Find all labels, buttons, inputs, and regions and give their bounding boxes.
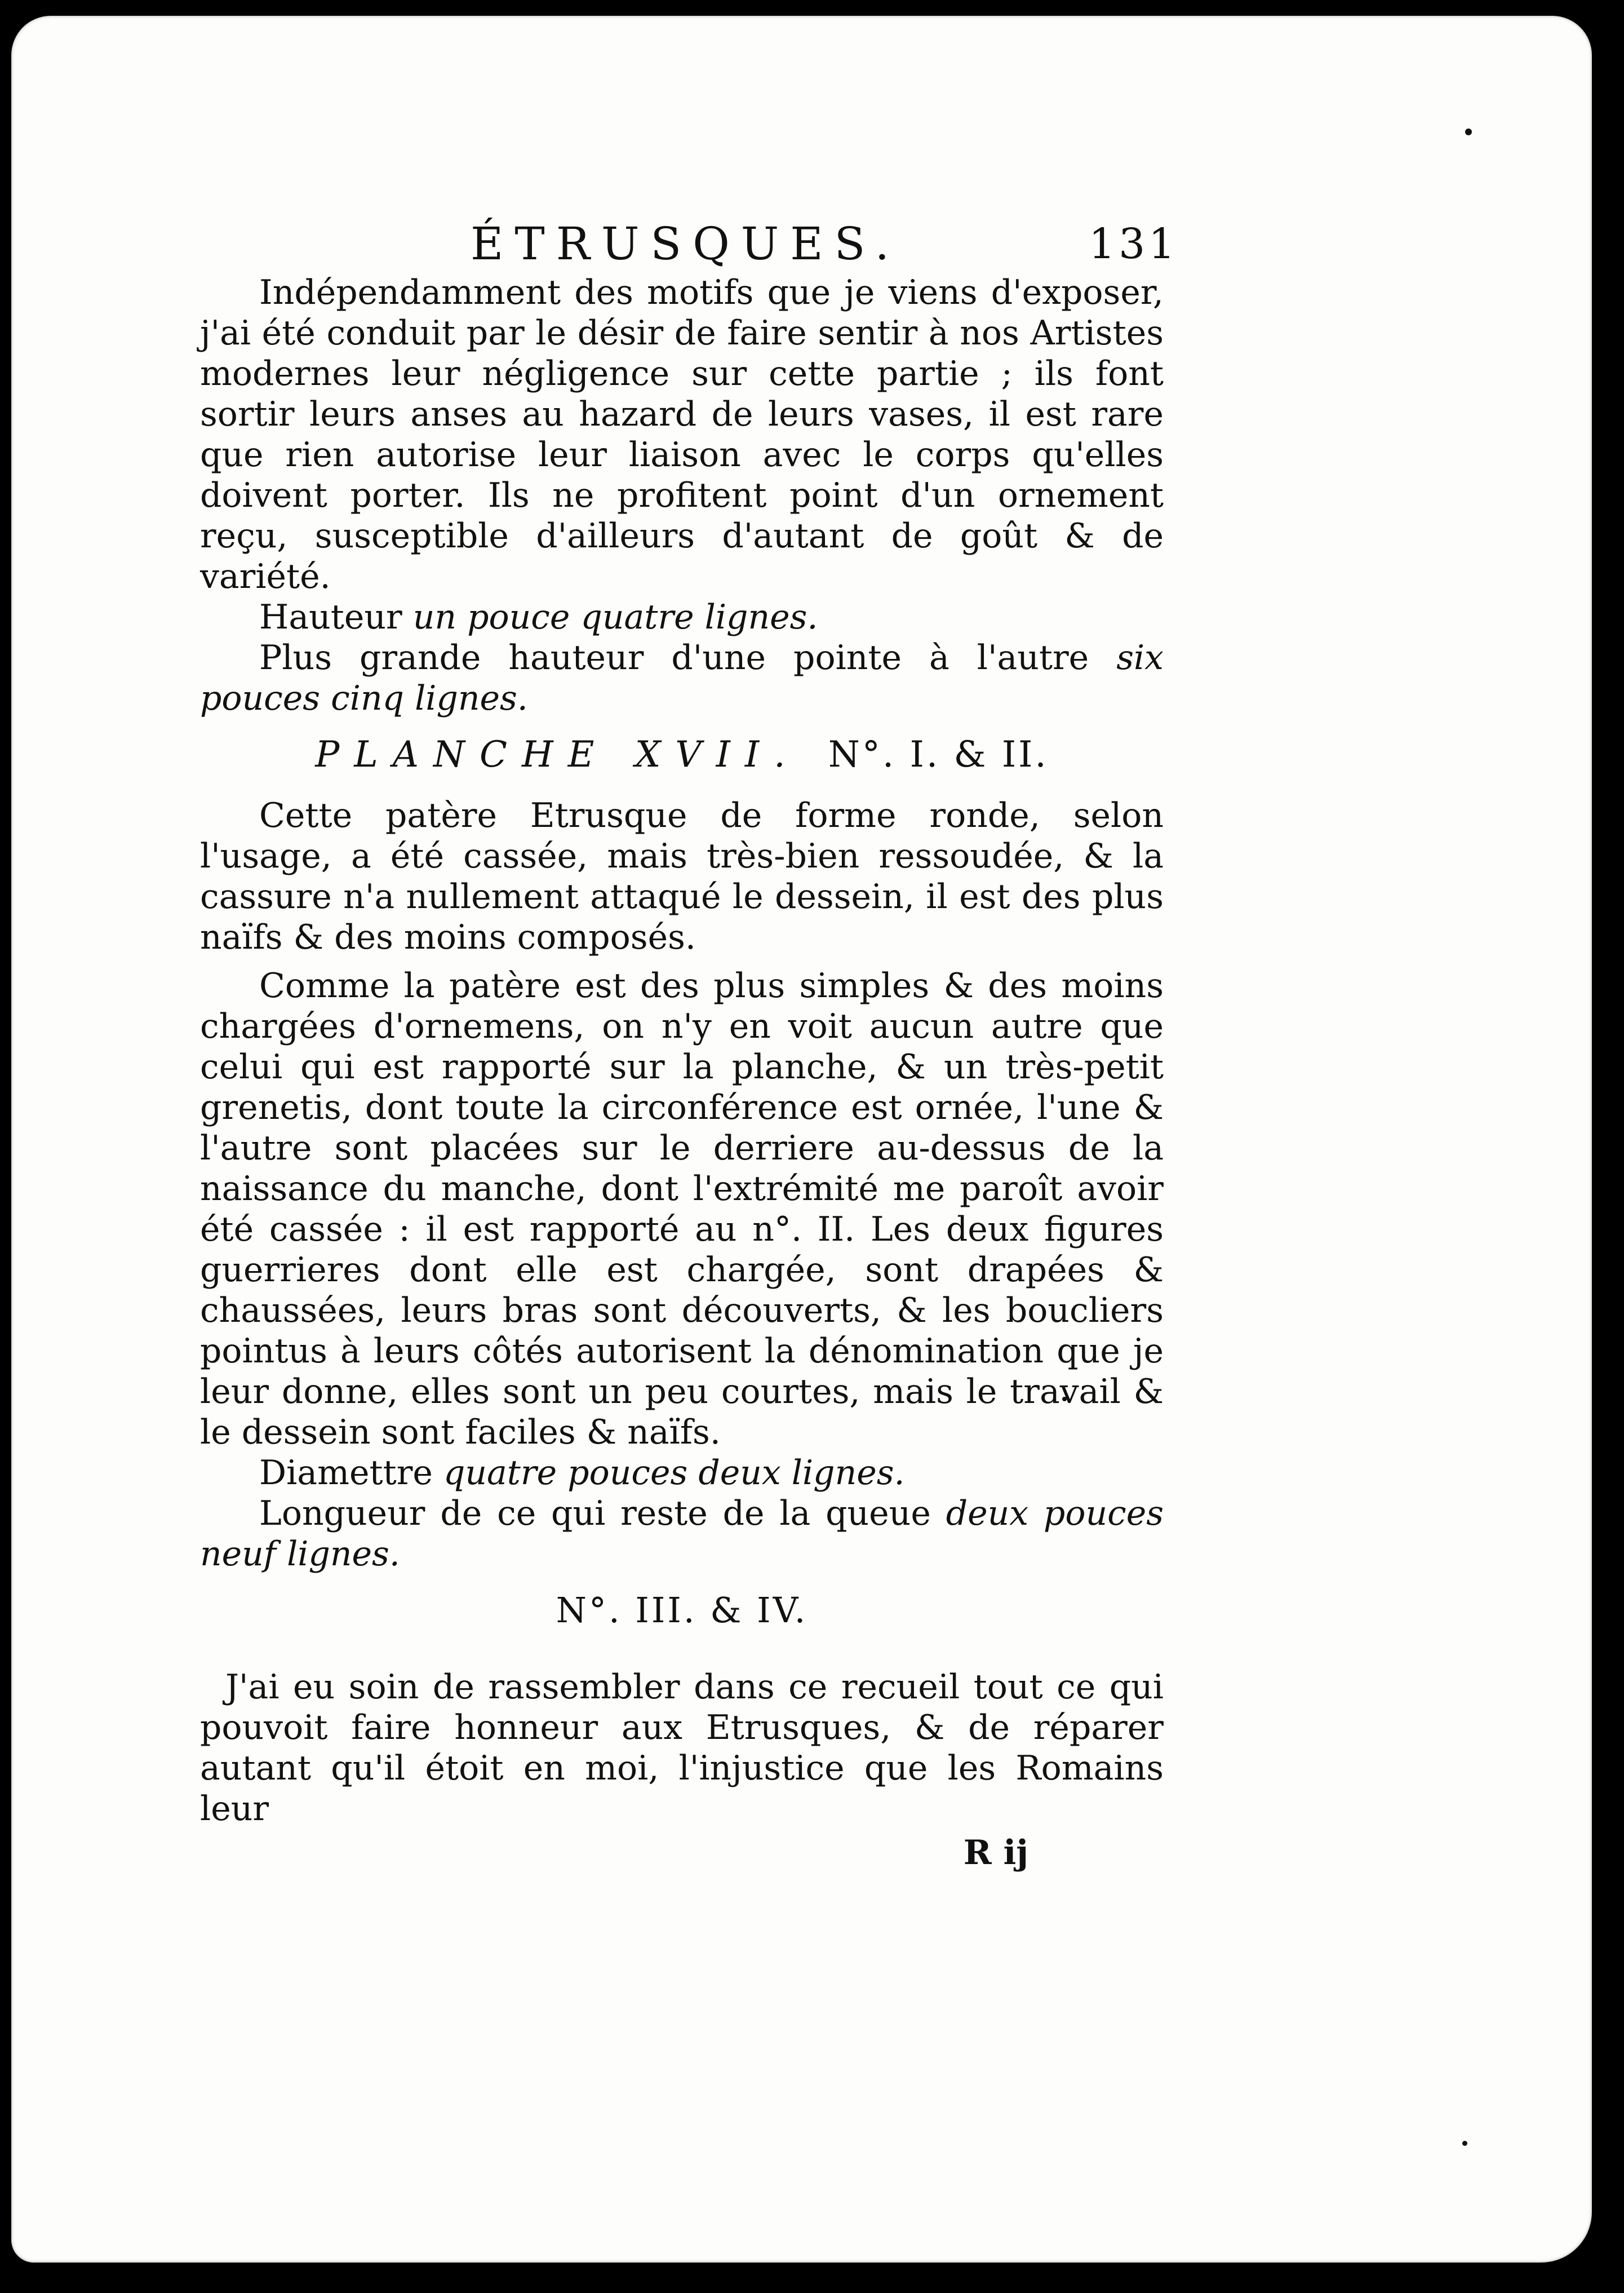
- measurement-line: [200, 597, 1164, 638]
- paragraph: J'ai eu soin de rassembler dans ce recueil tout ce qui pouvoit faire honneur aux Etrusques, & de réparer autant qu'il étoit en moi, l'injustice que les Romains leur: [200, 1667, 1164, 1829]
- page-number: 131: [1089, 220, 1179, 268]
- page-header: [11, 216, 1592, 272]
- ink-speck: [1465, 129, 1472, 135]
- paragraph: Comme la patère est des plus simples & des moins chargées d'ornemens, on n'y en voit aucun autre que celui qui est rapporté sur la planche, & un très-petit grenetis, dont toute la circonférence est ornée, l'une & l'autre sont placées sur le derriere au-dessus de la naissance du manche, dont l'extrémité me paroît avoir été cassée : il est rapporté au n°. II. Les deux figures guerrieres dont elle est chargée, sont drapées & chaussées, leurs bras sont découverts, & les boucliers pointus à leurs côtés autorisent la dénomination que je leur donne, elles sont un peu courtes, mais le travail & le dessein sont faciles & naïfs.: [200, 966, 1164, 1452]
- ink-speck: [1462, 2141, 1467, 2146]
- plate-title: PLANCHE XVII.: [315, 734, 800, 776]
- measurement-value: deux pouces neuf lignes.: [200, 1494, 1164, 1574]
- measurement-label: Longueur de ce qui reste de la queue: [259, 1494, 931, 1533]
- paragraph: Indépendamment des motifs que je viens d'exposer, j'ai été conduit par le désir de faire sentir à nos Artistes modernes leur négligence sur cette partie ; ils font sortir leurs anses au hazard de leurs vases, il est rare que rien autorise leur liaison avec le corps qu'elles doivent porter. Ils ne profitent point d'un ornement reçu, susceptible d'ailleurs d'autant de goût & de variété.: [200, 273, 1164, 596]
- page-body: [200, 272, 1164, 1874]
- measurement-label: Diamettre: [259, 1453, 433, 1493]
- book-page: [11, 16, 1592, 2263]
- plate-numbers: N°. I. & II.: [828, 734, 1049, 776]
- running-title: ÉTRUSQUES.: [471, 218, 901, 270]
- measurement-line: [200, 638, 1164, 719]
- paragraph: Cette patère Etrusque de forme ronde, selon l'usage, a été cassée, mais très-bien ressoudée, & la cassure n'a nullement attaqué le dessein, il est des plus naïfs & des moins composés.: [200, 796, 1164, 957]
- plate-heading: [200, 731, 1164, 778]
- signature-mark: R ij: [963, 1833, 1028, 1873]
- measurement-label: Hauteur: [259, 597, 402, 637]
- measurement-line: [200, 1453, 1164, 1493]
- measurement-value: six pouces cinq lignes.: [200, 638, 1164, 718]
- measurement-value: quatre pouces deux lignes.: [443, 1453, 905, 1493]
- sub-heading: N°. III. & IV.: [556, 1590, 808, 1631]
- measurement-line: [200, 1493, 1164, 1574]
- measurement-label: Plus grande hauteur d'une pointe à l'autre: [259, 638, 1089, 678]
- measurement-value: un pouce quatre lignes.: [412, 597, 818, 637]
